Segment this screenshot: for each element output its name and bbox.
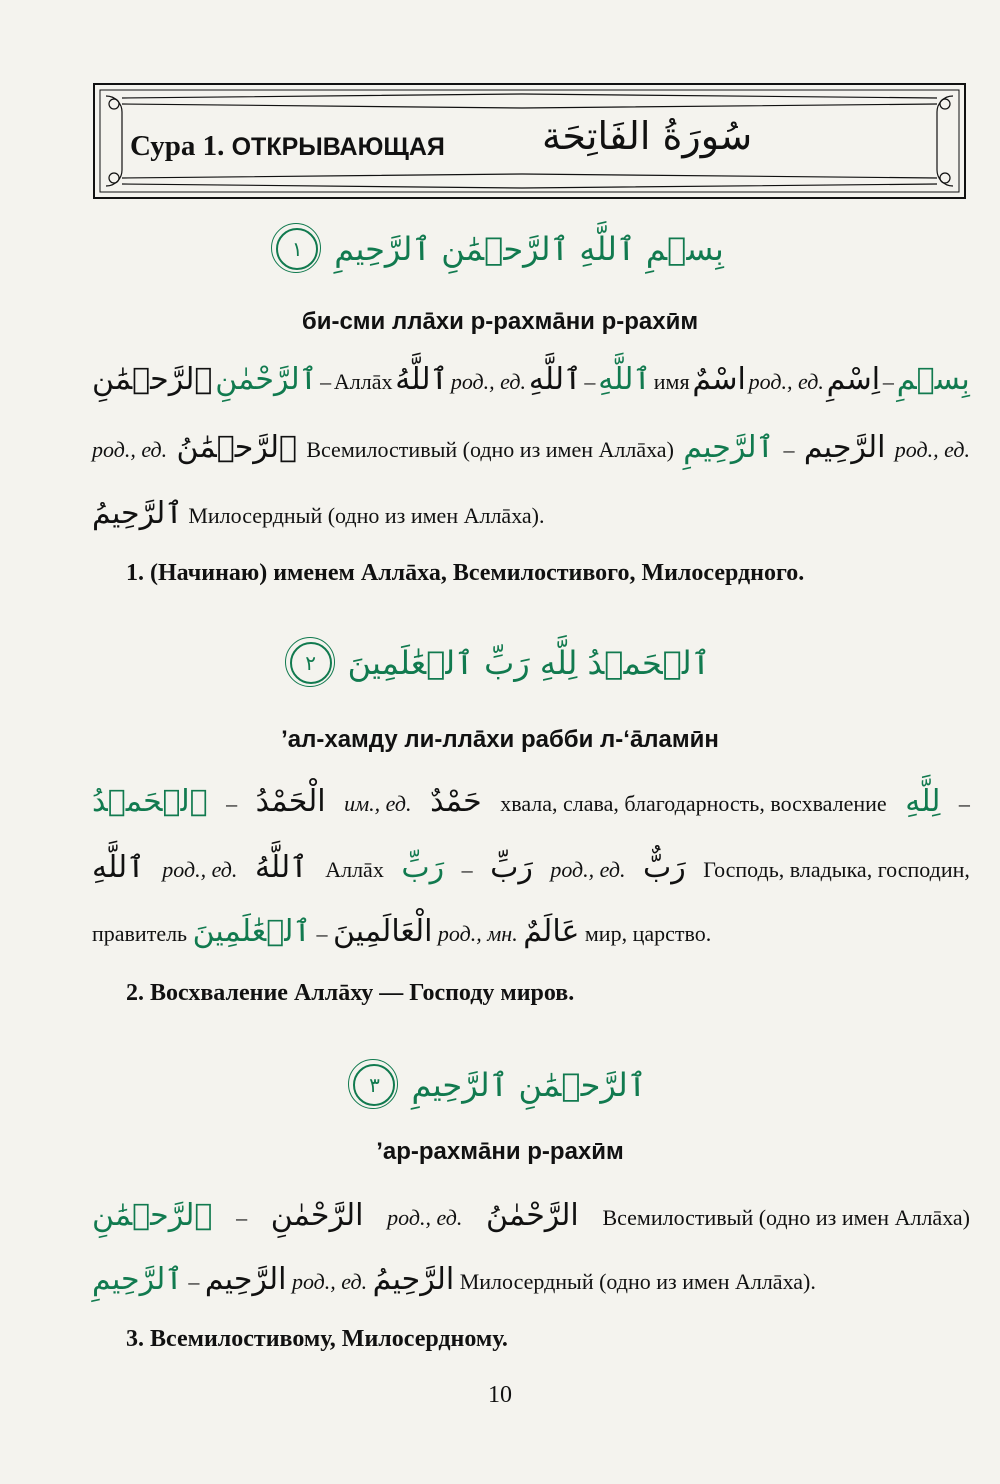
gloss-word: اسْمٌ bbox=[692, 362, 746, 397]
dash: – bbox=[226, 791, 238, 816]
ayah-2-transliteration: ’ал-хамду ли-ллāхи рабби л-‘āламӣн bbox=[281, 726, 719, 753]
sura-name: ОТКРЫВАЮЩАЯ bbox=[231, 133, 445, 161]
gloss-word: اِسْمِ bbox=[826, 362, 881, 397]
grammar-note: род., ед. bbox=[291, 1269, 368, 1294]
gloss-word: الرَّحْمٰنُ bbox=[486, 1198, 579, 1233]
gloss-word: الْحَمْدُ bbox=[255, 784, 326, 819]
ayah-2-arabic bbox=[0, 642, 1000, 684]
gloss-word: ٱللَّهُ bbox=[254, 850, 308, 885]
gloss-word: الرَّحِيم bbox=[204, 1262, 287, 1297]
gloss-word-green: ٱلرَّحِيمِ bbox=[92, 1262, 183, 1297]
gloss-word: الرَّحِيمُ bbox=[372, 1262, 455, 1297]
gloss-word: عَالَمٌ bbox=[523, 914, 580, 949]
grammar-note: род., ед. bbox=[894, 437, 970, 462]
dash: – bbox=[461, 857, 473, 882]
ayah-2-gloss-line-3 bbox=[92, 912, 970, 954]
gloss-word: ٱلرَّحِيمُ bbox=[92, 496, 183, 531]
page-number: 10 bbox=[488, 1382, 512, 1408]
ayah-1-gloss-line-3 bbox=[92, 494, 970, 536]
dash: – bbox=[584, 369, 596, 394]
dash: – bbox=[188, 1269, 200, 1294]
gloss-word: الْعَالَمِينَ bbox=[332, 914, 433, 949]
gloss-word: رَبٌّ bbox=[643, 850, 686, 885]
ayah-1-arabic bbox=[0, 228, 1000, 270]
grammar-note: род., ед. bbox=[162, 857, 238, 882]
dash: – bbox=[783, 437, 795, 462]
ayah-1-gloss-line-2 bbox=[92, 428, 970, 470]
gloss-word: ٱللَّهِ bbox=[528, 362, 582, 397]
grammar-note: род., ед. bbox=[550, 857, 626, 882]
ayah-1-transliteration: би-сми ллāхи р-раxмāни р-раxӣм bbox=[301, 308, 699, 335]
gloss-word-green: ٱلرَّحْمٰنِ bbox=[215, 362, 318, 397]
gloss-word-green: ٱلۡحَمۡدُ bbox=[92, 784, 208, 819]
gloss-meaning: имя bbox=[653, 369, 690, 394]
gloss-word-green: ٱلۡعَٰلَمِينَ bbox=[192, 914, 311, 949]
sura-title bbox=[130, 130, 445, 163]
gloss-word-green: بِسۡمِ bbox=[896, 362, 970, 397]
ayah-1-gloss-line-1 bbox=[92, 360, 970, 402]
ayah-arabic-text: ٱلۡحَمۡدُ لِلَّهِ رَبِّ ٱلۡعَٰلَمِينَ bbox=[347, 644, 711, 682]
dash: – bbox=[958, 791, 970, 816]
gloss-word: حَمْدٌ bbox=[430, 784, 482, 819]
ayah-number-marker: ١ bbox=[276, 228, 318, 270]
grammar-note: род., ед. bbox=[387, 1205, 463, 1230]
ayah-number-marker: ٣ bbox=[353, 1064, 395, 1106]
ayah-3-translation: 3. Всемилостивому, Милосердному. bbox=[126, 1326, 508, 1352]
gloss-word-green: لِلَّهِ bbox=[905, 784, 941, 819]
gloss-meaning: мир, царство. bbox=[584, 921, 712, 946]
gloss-word-green: ٱللَّهِ bbox=[598, 362, 651, 397]
sura-number: Сура 1. bbox=[130, 130, 225, 162]
gloss-meaning: Милосердный (одно из имен Аллāха). bbox=[188, 503, 545, 528]
gloss-meaning: Аллāх bbox=[325, 857, 384, 882]
grammar-note: им., ед. bbox=[344, 791, 412, 816]
ayah-number-marker: ٢ bbox=[290, 642, 332, 684]
grammar-note: род., мн. bbox=[437, 921, 518, 946]
gloss-word-green: ٱلرَّحۡمَٰنِ bbox=[92, 1198, 213, 1233]
dash: – bbox=[316, 921, 328, 946]
gloss-meaning: Всемилостивый (одно из имен Аллāха) bbox=[602, 1205, 970, 1230]
grammar-note: род., ед. bbox=[92, 437, 168, 462]
ayah-1-translation: 1. (Начинаю) именем Аллāха, Всемилостивого, Милосердного. bbox=[126, 560, 805, 586]
gloss-word: رَبِّ bbox=[490, 850, 533, 885]
gloss-word: ٱللَّهُ bbox=[395, 362, 449, 397]
sura-arabic-title: سُورَةُ الفَاتِحَة bbox=[542, 114, 753, 158]
gloss-word-green: ٱلرَّحِيمِ bbox=[683, 430, 775, 465]
ayah-3-transliteration: ’ар-раxмāни р-раxӣм bbox=[376, 1138, 624, 1165]
ayah-2-translation: 2. Восхваление Аллāху — Господу миров. bbox=[126, 980, 575, 1006]
grammar-note: род., ед. bbox=[450, 369, 527, 394]
ayah-arabic-text: ٱلرَّحۡمَٰنِ ٱلرَّحِيمِ bbox=[411, 1066, 647, 1104]
gloss-meaning: Аллāх bbox=[333, 369, 393, 394]
ayah-2-gloss-line-2 bbox=[92, 848, 970, 890]
dash: – bbox=[882, 369, 894, 394]
gloss-word: ٱلرَّحۡمَٰنُ bbox=[176, 430, 297, 465]
dash: – bbox=[320, 369, 332, 394]
gloss-word: الرَّحْمٰنِ bbox=[270, 1198, 364, 1233]
ayah-arabic-text: بِسۡمِ ٱللَّهِ ٱلرَّحۡمَٰنِ ٱلرَّحِيمِ bbox=[334, 230, 724, 268]
grammar-note: род., ед. bbox=[748, 369, 824, 394]
ayah-3-gloss-line-1 bbox=[92, 1196, 970, 1238]
gloss-word: الرَّحِيم bbox=[803, 430, 886, 465]
gloss-meaning: хвала, слава, благодарность, восхваление bbox=[500, 791, 887, 816]
gloss-word: ٱللَّهِ bbox=[92, 850, 145, 885]
sura-header bbox=[92, 82, 967, 200]
gloss-word-green: رَبِّ bbox=[401, 850, 445, 885]
ayah-3-gloss-line-2 bbox=[92, 1260, 970, 1302]
ayah-3-arabic bbox=[0, 1064, 1000, 1106]
dash: – bbox=[236, 1205, 248, 1230]
gloss-meaning: правитель bbox=[92, 921, 188, 946]
gloss-meaning: Милосердный (одно из имен Аллāха). bbox=[459, 1269, 816, 1294]
ayah-2-gloss-line-1 bbox=[92, 782, 970, 824]
gloss-meaning: Господь, владыка, господин, bbox=[703, 857, 970, 882]
gloss-meaning: Всемилостивый (одно из имен Аллāха) bbox=[306, 437, 674, 462]
gloss-word: ٱلرَّحۡمَٰنِ bbox=[92, 362, 213, 397]
